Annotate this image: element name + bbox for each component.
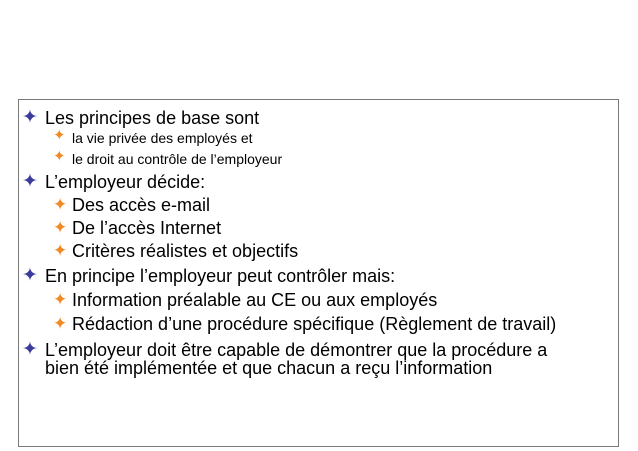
level1-star-bullet-icon: ✦ — [22, 107, 38, 128]
sub-bullet-text-redaction-procedure: Rédaction d’une procédure spécifique (Règlement de travail) — [72, 314, 557, 334]
sub-bullet-text-vie-privee: la vie privée des employés et — [72, 130, 253, 146]
bullet-text-principes: Les principes de base sont — [45, 108, 260, 128]
sub-bullet-text-criteres: Critères réalistes et objectifs — [72, 241, 299, 261]
level2-star-bullet-icon: ✦ — [53, 195, 68, 214]
sub-bullet-text-information-prealable: Information préalable au CE ou aux employés — [72, 290, 438, 310]
sub-bullet-text-acces-internet: De l’accès Internet — [72, 218, 222, 238]
level1-star-bullet-icon: ✦ — [22, 339, 38, 360]
sub-bullet-text-acces-email: Des accès e-mail — [72, 195, 211, 215]
sub-bullet-text-droit-controle: le droit au contrôle de l’employeur — [72, 151, 283, 167]
bullet-text-employeur-decide: L’employeur décide: — [45, 172, 206, 192]
bullet-text-employeur-doit-line2: bien été implémentée et que chacun a reçu l’information — [45, 358, 493, 378]
level2-star-bullet-icon: ✦ — [53, 290, 68, 309]
level1-star-bullet-icon: ✦ — [22, 265, 38, 286]
bullet-text-employeur-doit-line1: L’employeur doit être capable de démontrer que la procédure a — [45, 340, 548, 360]
level2-star-bullet-icon: ✦ — [53, 314, 68, 333]
level2-star-bullet-icon: ✦ — [53, 218, 68, 237]
level1-star-bullet-icon: ✦ — [22, 171, 38, 192]
level2-star-bullet-icon: ✦ — [53, 241, 68, 260]
level2-star-bullet-icon: ✦ — [53, 127, 66, 144]
level2-star-bullet-icon: ✦ — [53, 148, 66, 165]
bullet-text-en-principe: En principe l’employeur peut contrôler mais: — [45, 266, 396, 286]
